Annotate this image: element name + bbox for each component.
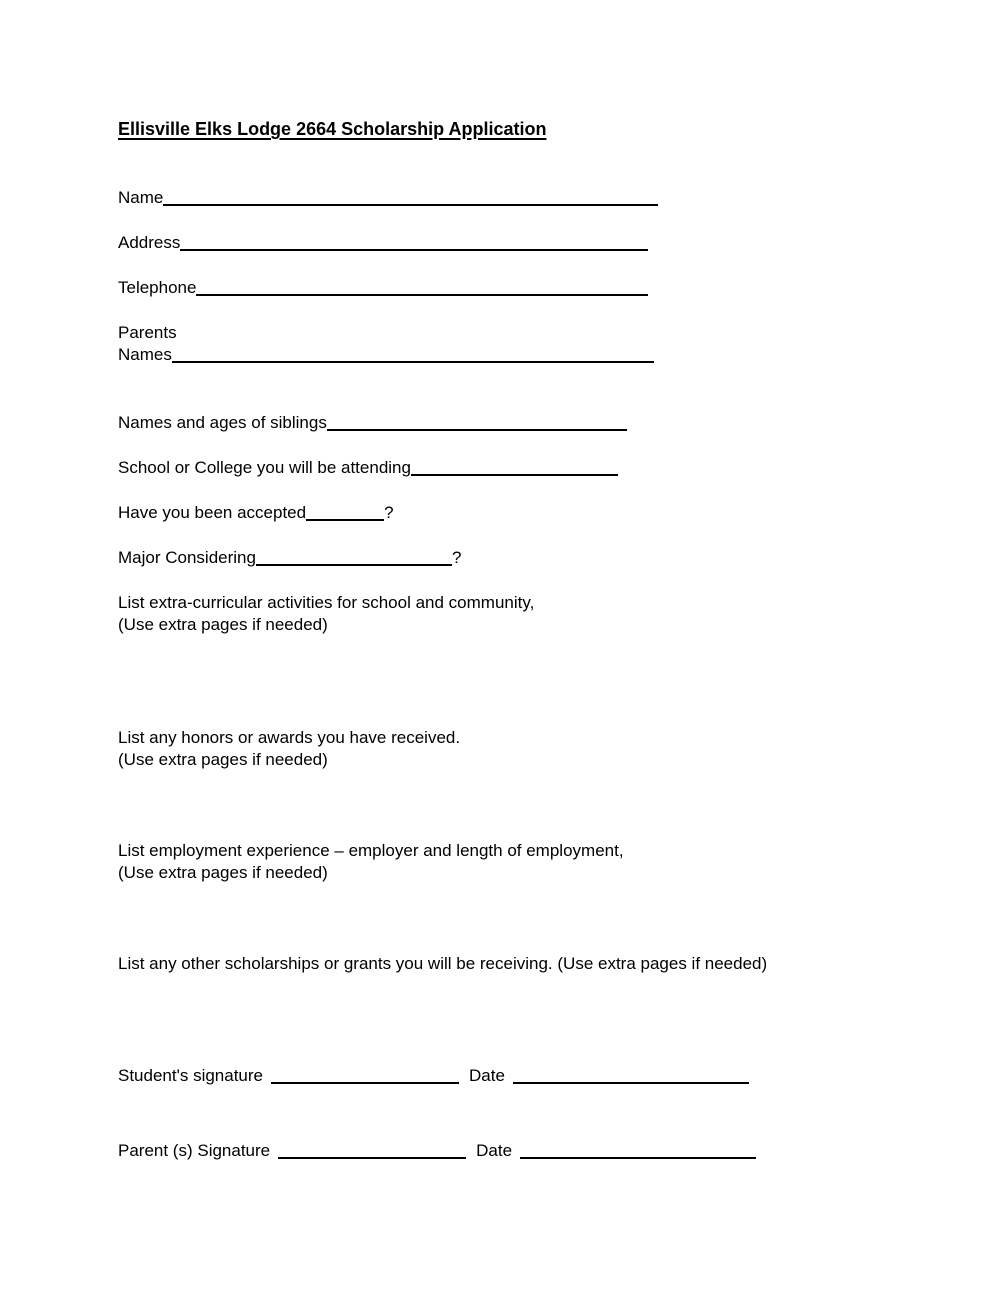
address-input-line[interactable] [180, 249, 648, 251]
scholarships-prompt: List any other scholarships or grants you will be receiving. (Use extra pages if needed) [118, 954, 768, 973]
major-label: Major Considering [118, 548, 256, 567]
telephone-field-row [118, 277, 910, 299]
major-input-line[interactable] [256, 564, 452, 566]
parents-label-line2: Names [118, 345, 172, 364]
accepted-question-mark: ? [384, 503, 394, 522]
school-label: School or College you will be attending [118, 458, 411, 477]
parent-date-line[interactable] [520, 1157, 756, 1159]
telephone-input-line[interactable] [196, 294, 648, 296]
siblings-field-row [118, 412, 910, 434]
parent-date-label: Date [476, 1141, 513, 1160]
employment-note: (Use extra pages if needed) [118, 863, 328, 882]
siblings-label: Names and ages of siblings [118, 413, 327, 432]
siblings-input-line[interactable] [327, 429, 627, 431]
student-date-line[interactable] [513, 1082, 749, 1084]
name-input-line[interactable] [163, 204, 658, 206]
scholarships-section [118, 953, 910, 975]
address-label: Address [118, 233, 181, 252]
student-signature-line[interactable] [271, 1082, 459, 1084]
document-title: Ellisville Elks Lodge 2664 Scholarship Application [118, 119, 547, 139]
honors-prompt: List any honors or awards you have received. [118, 728, 461, 747]
accepted-field-row [118, 502, 910, 524]
honors-section [118, 727, 910, 771]
parents-names-field-block [118, 322, 910, 366]
parent-signature-label: Parent (s) Signature [118, 1141, 271, 1160]
extracurricular-note: (Use extra pages if needed) [118, 615, 328, 634]
parent-signature-line[interactable] [278, 1157, 466, 1159]
accepted-input-line[interactable] [306, 519, 384, 521]
accepted-label: Have you been accepted [118, 503, 307, 522]
parent-signature-row [118, 1140, 910, 1162]
major-field-row [118, 547, 910, 569]
school-field-row [118, 457, 910, 479]
name-label: Name [118, 188, 164, 207]
student-signature-label: Student's signature [118, 1066, 264, 1085]
name-field-row [118, 187, 910, 209]
telephone-label: Telephone [118, 278, 197, 297]
employment-section [118, 840, 910, 884]
address-field-row [118, 232, 910, 254]
parents-label-line1: Parents [118, 323, 177, 342]
student-signature-row [118, 1065, 910, 1087]
student-date-label: Date [469, 1066, 505, 1085]
employment-prompt: List employment experience – employer and length of employment, [118, 841, 624, 860]
extracurricular-section [118, 592, 910, 636]
parents-label-line2-row [118, 344, 910, 366]
honors-note: (Use extra pages if needed) [118, 750, 328, 769]
school-input-line[interactable] [411, 474, 618, 476]
parents-names-input-line[interactable] [172, 361, 654, 363]
major-question-mark: ? [451, 548, 462, 567]
extracurricular-prompt: List extra-curricular activities for school and community, [118, 593, 535, 612]
